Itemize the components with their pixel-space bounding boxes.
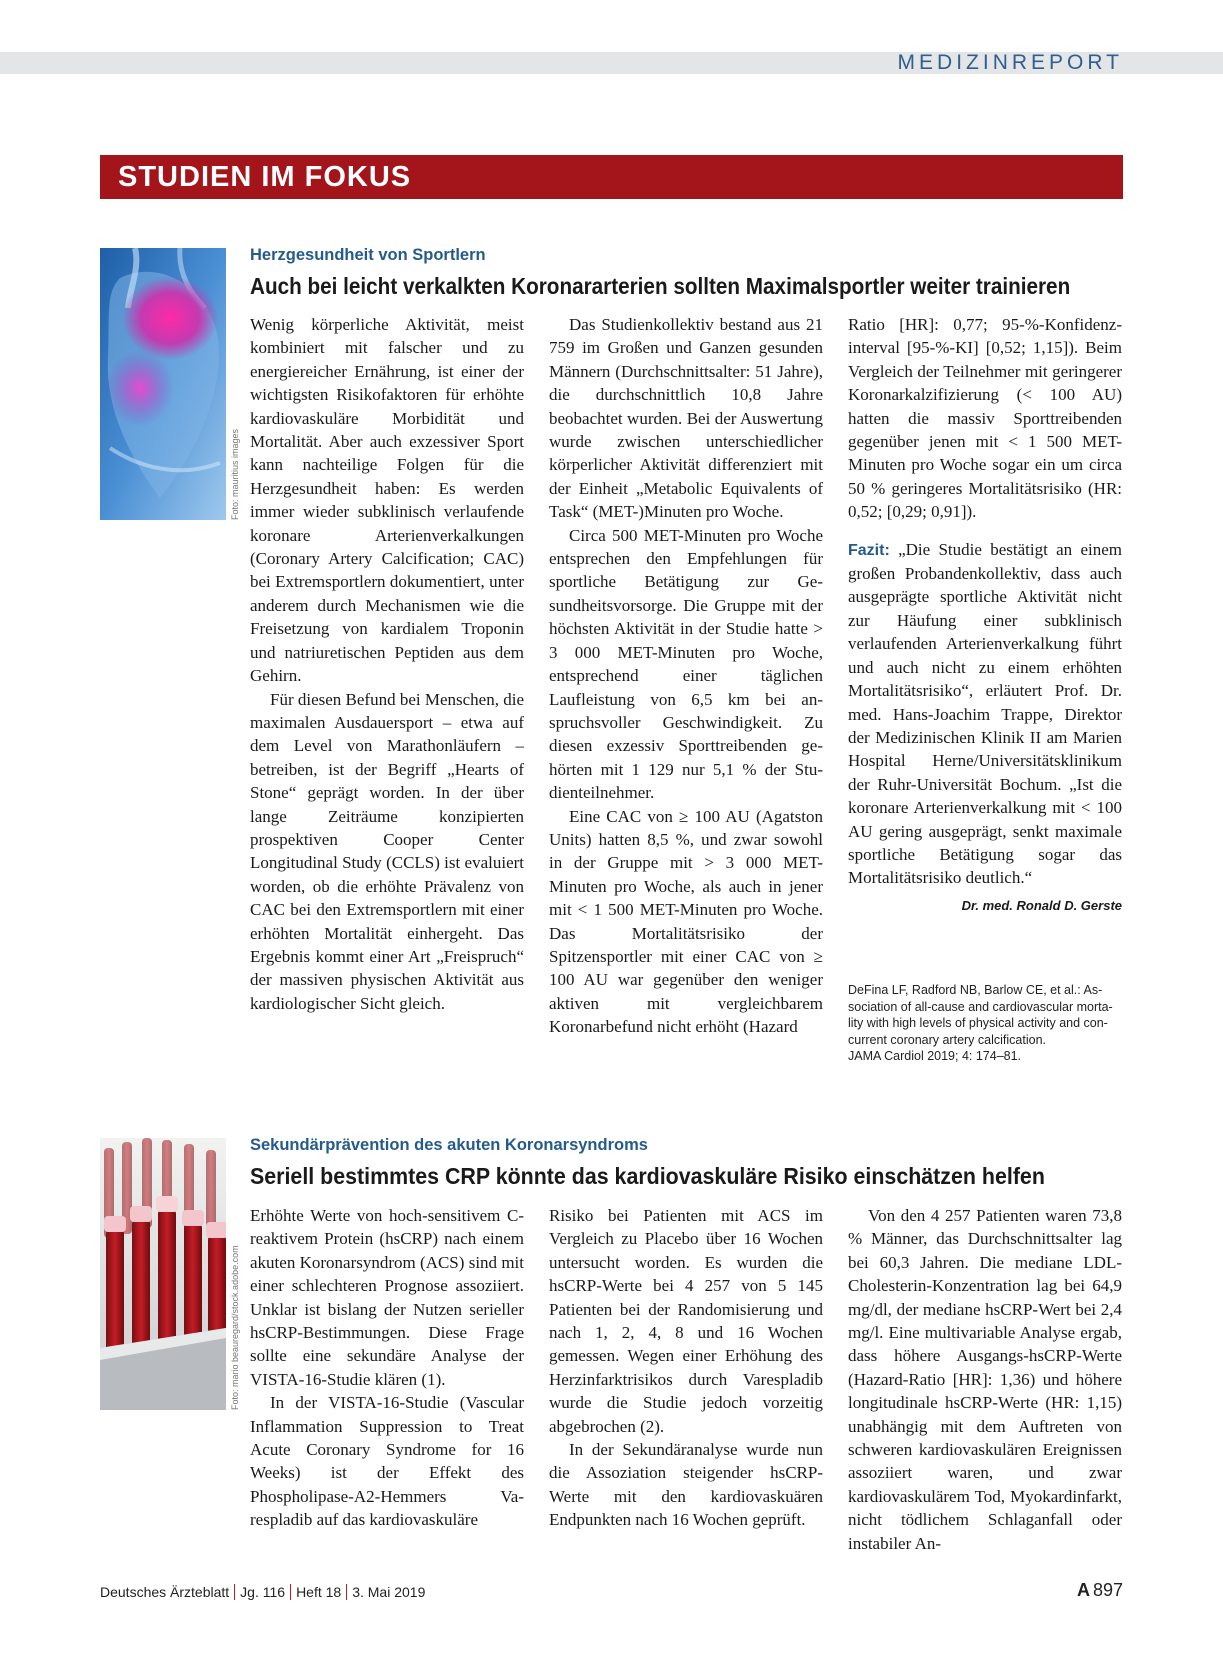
paragraph: Risiko bei Patienten mit ACS im Vergleich zu Placebo über 16 Wochen untersucht worden. Es wurden die hsCRP-Werte bei 4 257 von 5 145 Patienten bei der Randomisierung und nach 1, 2, 4, 8 und 16 Wochen gemessen. Wegen einer Erhöhung des Herzinfarktrisikos durch Varespladib wurde die Studie jedoch vorzeitig abgebrochen (2). (549, 1206, 823, 1436)
reference-line: current coronary artery calcification. (848, 1032, 1046, 1047)
paragraph: Wenig körperliche Aktivität, meist kombiniert mit falscher und zu energiereicher Ernährung, ist einer der wichtigsten Risikofaktoren für erhöhte kardiovaskuläre Morbidität und Mortalität. Aber auch exzessiver Sport kann nachteilige Folgen für die Herzgesundheit haben: Es werden immer wieder subklinisch verlaufende koronare Arterienverkalkungen (Coronary Artery Calcification; CAC) bei Extremsportlern dokumentiert, unter anderem durch Mechanismen wie die Freisetzung von kardialem Troponin und natriuretischen Peptiden aus dem Gehirn. (250, 315, 524, 686)
paragraph: Eine CAC von ≥ 100 AU (Agatston Units) hatten 8,5 %, und zwar sowohl in der Gruppe mit > 3 000 MET-Minuten pro Woche, als auch in jener mit < 1 500 MET-Minuten pro Woche. Das Mortalitätsrisiko der Spitzensportler mit einer CAC von ≥ 100 AU war gegenüber den weniger aktiven mit vergleichbarem Koronarbefund nicht erhöht (Hazard (549, 806, 823, 1037)
reference-line: JAMA Cardiol 2019; 4: 174–81. (848, 1049, 1022, 1064)
paragraph: Erhöhte Werte von hoch-sensitivem C-reaktivem Protein (hsCRP) nach einem akuten Koronarsyndrom (ACS) sind mit einer schlechteren Prognose assoziiert. Unklar ist bislang der Nutzen serieller hsCRP-Bestimmungen. Diese Frage sollte eine sekundäre Analyse der VISTA-16-Studie klären (1). (250, 1206, 524, 1389)
paragraph: Ratio [HR]: 0,77; 95-%-Konfidenzinterval [95-%-KI] [0,52; 1,15]). Beim Vergleich der Teilnehmer mit geringerer Koronarkalzifizierung (< 100 AU) hatten die massiv Sporttreibenden gegenüber jenen mit < 1 500 MET-Minuten pro Woche sogar ein um circa 50 % geringeres Mortalitätsrisiko (HR: 0,52; [0,29; 0,91]). (848, 315, 1122, 522)
heart-illustration (100, 248, 226, 520)
paragraph: Für diesen Befund bei Menschen, die maximalen Ausdauersport – etwa auf dem Level von Marathonläufern – betreiben, ist der Begriff „Hearts of Stone“ geprägt worden. In der über lange Zeiträume konzipierten prospektiven Cooper Center Longitudinal Study (CCLS) ist evaluiert worden, ob die erhöhte Prävalenz von CAC bei den Extremsportlern mit einer erhöhten Mortalität einhergeht. Das Ergebnis kommt einer Art „Freispruch“ der massiven physischen Aktivität aus kardiologischer Sicht gleich. (250, 689, 524, 1013)
footer-separator (234, 1584, 235, 1600)
fazit-label: Fazit: (848, 541, 890, 559)
article-kicker: Herzgesundheit von Sportlern (250, 246, 486, 264)
section-label: MEDIZINREPORT (897, 51, 1123, 74)
journal-name: Deutsches Ärzteblatt (100, 1584, 230, 1600)
page-prefix: A (1076, 1580, 1090, 1600)
journal-date: 3. Mai 2019 (352, 1584, 426, 1600)
section-banner (100, 155, 1123, 199)
photo-credit: Foto: mario beauregard/stock.adobe.com (230, 1245, 240, 1410)
journal-issue: Heft 18 (296, 1584, 342, 1600)
article-column (848, 1204, 1122, 1555)
blood-tubes-photo (100, 1138, 226, 1410)
article-column (549, 313, 823, 1039)
paragraph: Circa 500 MET-Minuten pro Woche entsprechen den Empfehlungen für sportliche Betätigung zur Gesundheitsvorsorge. Die Gruppe mit der höchsten Aktivität in der Studie hatte > 3 000 MET-Minuten pro Woche, entsprechend einer täglichen Laufleistung von 6,5 km bei anspruchsvoller Geschwindigkeit. Zu diesen exzessiv Sporttreibenden gehörten mit 1 129 nur 5,1 % der Studienteilnehmer. (549, 525, 823, 803)
page-footer (100, 1584, 425, 1600)
article-headline: Auch bei leicht verkalkten Koronararterien sollten Maximalsportler weiter trainieren (250, 273, 1071, 299)
article-column (549, 1204, 823, 1532)
reference-line: sociation of all-cause and cardiovascular morta- (848, 999, 1113, 1014)
paragraph: Das Studienkollektiv bestand aus 21 759 im Großen und Ganzen gesunden Männern (Durchschnittsalter: 51 Jahre), die durchschnittlich 10,8 Jahre beobachtet wurden. Bei der Auswertung wurde zwischen unterschiedlicher körperlicher Aktivität differenziert mit der Einheit „Metabolic Equivalents of Task“ (MET-)Minuten pro Woche. (549, 315, 823, 522)
page-number (1077, 1580, 1123, 1601)
reference (848, 982, 1122, 1065)
article-column (848, 313, 1122, 917)
footer-separator (346, 1584, 347, 1600)
journal-volume: Jg. 116 (240, 1584, 286, 1600)
page-number-value: 897 (1092, 1580, 1123, 1600)
footer-separator (290, 1584, 291, 1600)
paragraph: In der Sekundäranalyse wurde nun die Assoziation steigender hsCRP-Werte mit den kardiovaskuären Endpunkten nach 16 Wochen geprüft. (549, 1440, 823, 1530)
article-column (250, 1204, 524, 1532)
banner-title: STUDIEN IM FOKUS (118, 161, 412, 193)
article-headline: Seriell bestimmtes CRP könnte das kardiovaskuläre Risiko einschätzen helfen (250, 1163, 1045, 1189)
reference-line: lity with high levels of physical activity and con- (848, 1016, 1108, 1031)
author-byline: Dr. med. Ronald D. Gerste (961, 897, 1122, 913)
paragraph: Von den 4 257 Patienten waren 73,8 % Männer, das Durchschnittsalter lag bei 60,3 Jahren. Die mediane LDL-Cholesterin-Konzentration lag bei 64,9 mg/dl, der mediane hsCRP-Wert bei 2,4 mg/l. Eine multivariable Analyse ergab, dass höhere Ausgangs-hsCRP-Werte (Hazard-Ratio [HR]: 1,36) und höhere longitudinale hsCRP-Werte (HR: 1,15) unabhängig mit dem Auftreten von schweren kardiovaskulären Ereignissen assoziiert waren, und zwar kardiovaskulärem Tod, Myokardinfarkt, nicht tödlichem Schlaganfall oder instabiler An- (848, 1206, 1122, 1553)
photo-credit: Foto: mauritius images (230, 428, 240, 520)
fazit-text: „Die Studie bestätigt an einem großen Probandenkollektiv, dass auch ausgeprägte sportliche Aktivität nicht zur Häufung einer subklinisch verlaufenden Arterienverkalkung führt und auch nicht zu einem erhöhten Mortalitätsrisiko“, erläutert Prof. Dr. med. Hans-Joachim Trappe, Direktor der Medizinischen Klinik II am Marien Hospital Herne/Universitätsklinikum der Ruhr-Universität Bochum. „Ist die koronare Arterienverkalkung mit < 100 AU gering ausgeprägt, senkt maximale sportliche Betätigung sogar das Mortalitätsrisiko deutlich.“ (848, 539, 1122, 888)
paragraph: In der VISTA-16-Studie (Vascular Inflammation Suppression to Treat Acute Coronary Syndrome for 16 Weeks) ist der Effekt des Phospholipase-A2-Hemmers Varespladib auf das kardiovaskuläre (250, 1393, 524, 1530)
reference-line: DeFina LF, Radford NB, Barlow CE, et al.: As- (848, 983, 1103, 997)
fazit-paragraph (848, 538, 1122, 890)
article-column (250, 313, 524, 1015)
article-kicker: Sekundärprävention des akuten Koronarsyndroms (250, 1136, 648, 1154)
